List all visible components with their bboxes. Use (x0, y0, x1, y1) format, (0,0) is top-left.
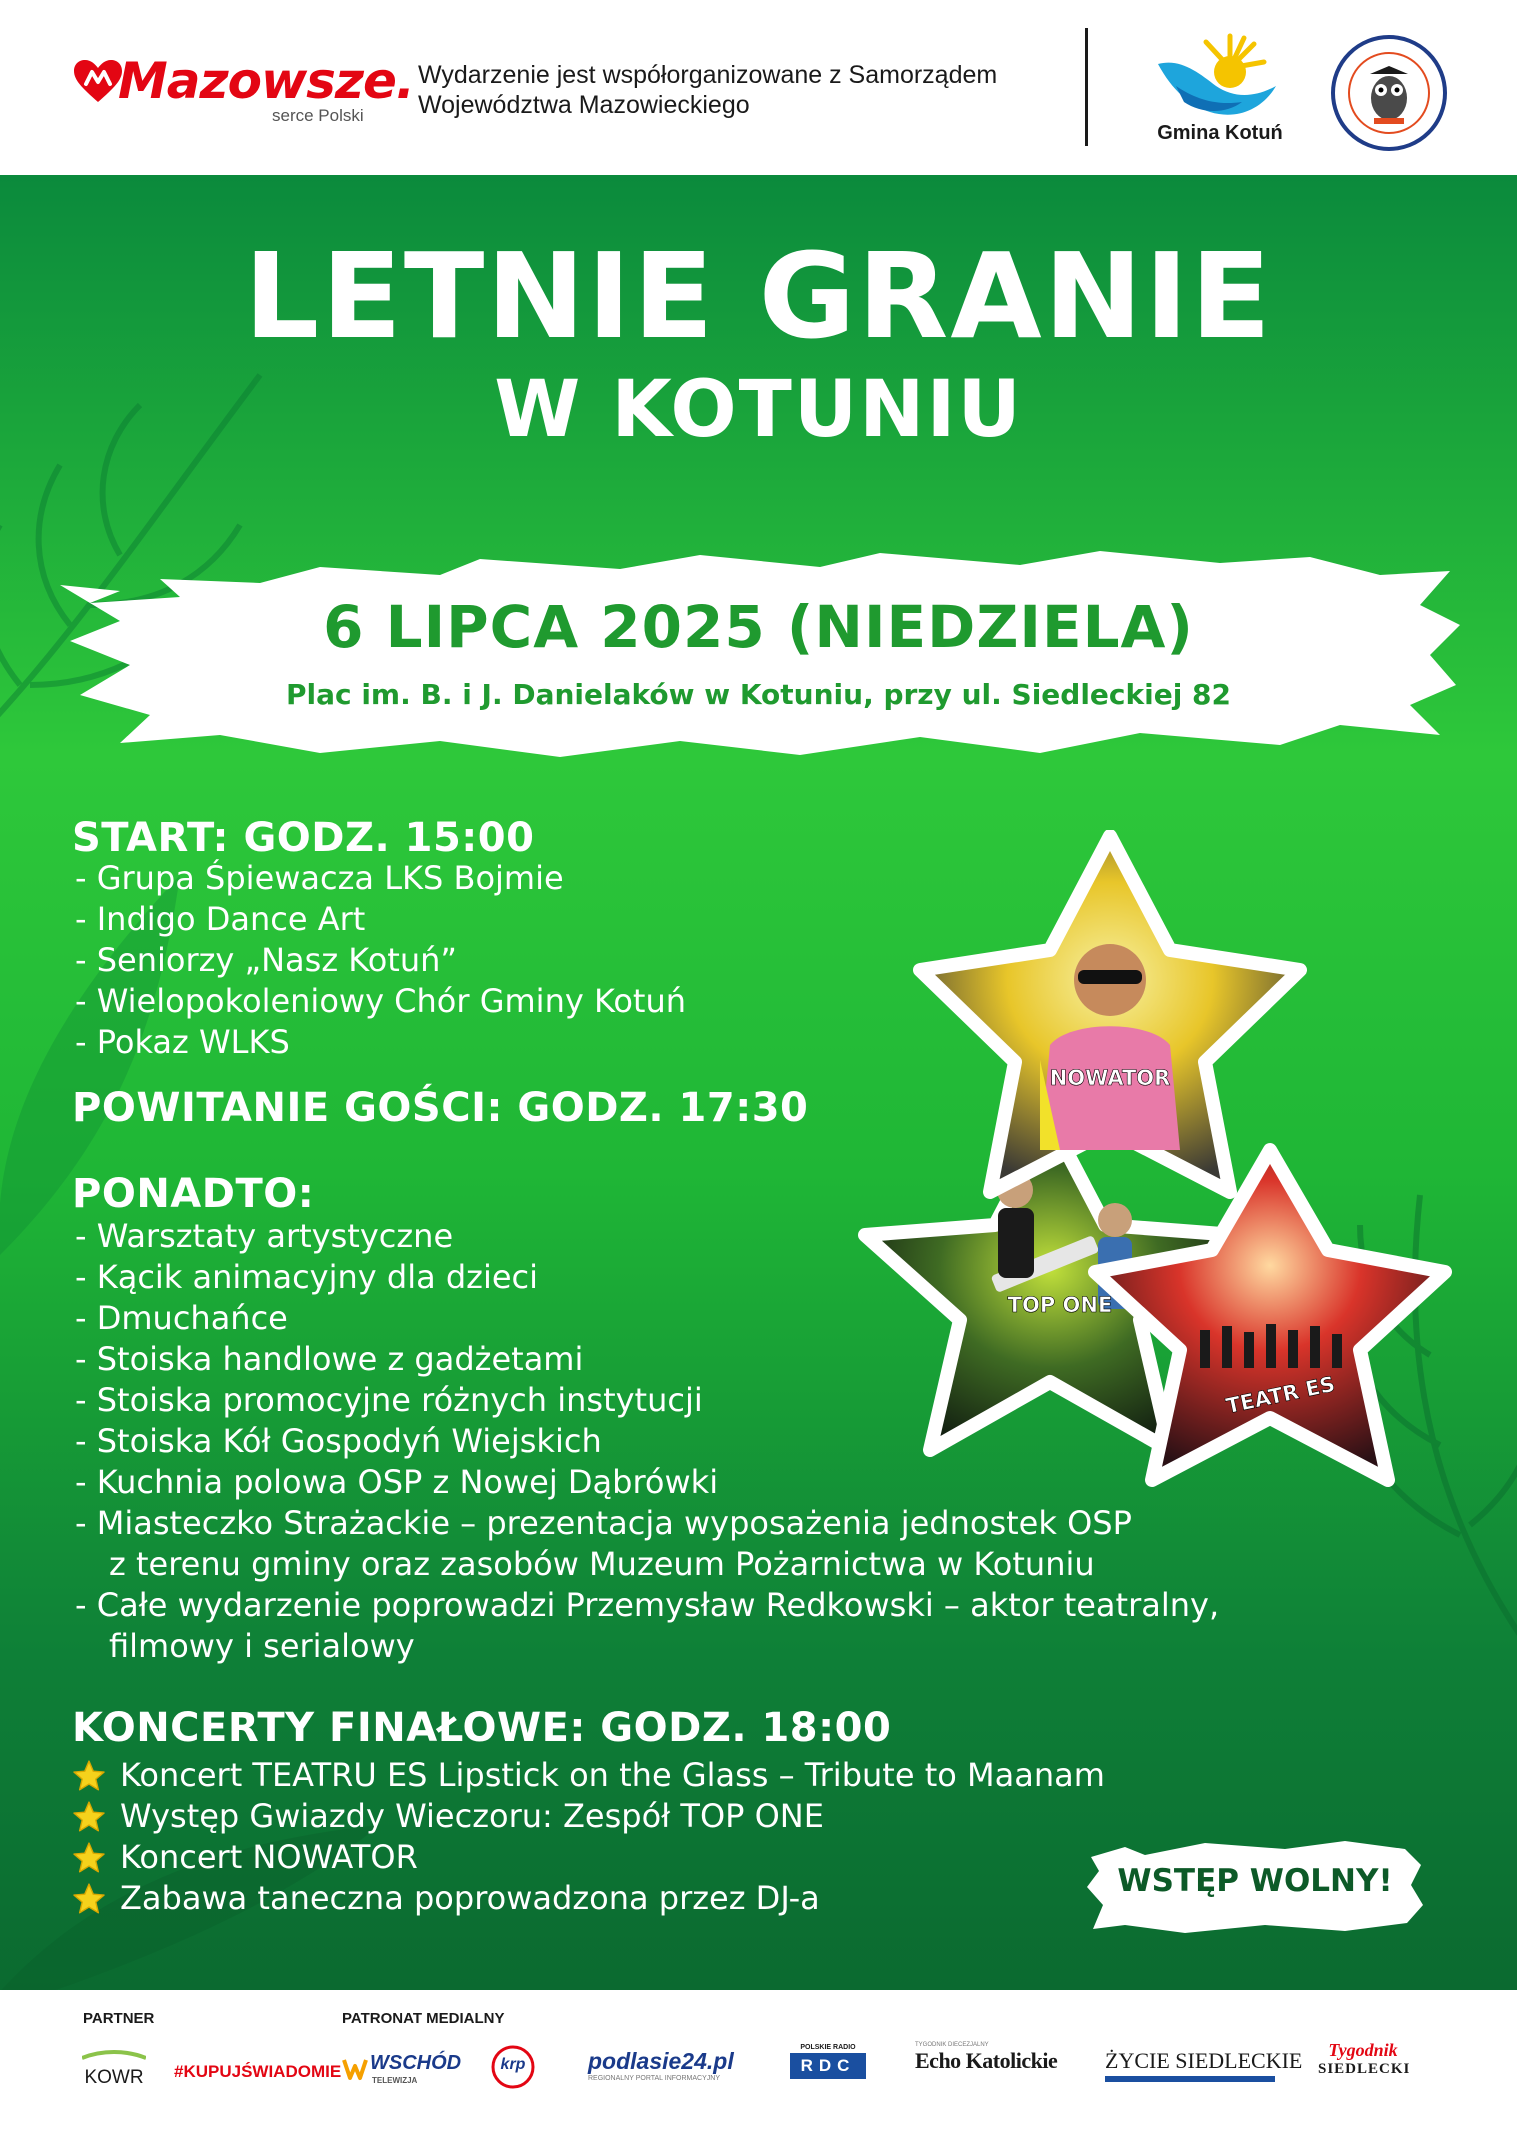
list-item: - Kuchnia polowa OSP z Nowej Dąbrówki (75, 1463, 719, 1501)
start-list (75, 858, 686, 1063)
list-item-label: Zabawa taneczna poprowadzona przez DJ-a (120, 1879, 820, 1917)
list-item (72, 1878, 1105, 1919)
list-item: - Indigo Dance Art (75, 900, 366, 938)
list-item: - Dmuchańce (75, 1299, 288, 1337)
owl-seal-icon (1330, 34, 1448, 152)
event-date: 6 LIPCA 2025 (NIEDZIELA) (323, 593, 1194, 661)
list-item: - Pokaz WLKS (75, 1023, 290, 1061)
list-item: - Miasteczko Strażackie – prezentacja wyposażenia jednostek OSP (75, 1504, 1132, 1542)
gmina-logo-name: Gmina Kotuń (1157, 122, 1283, 144)
footer: PARTNER PATRONAT MEDIALNY KOWR #KUPUJŚWIADOMIE WSCHÓD TELEWIZJA krp podlasie24.pl REGIONALNY PORTAL INFORMACYJNY POLSKIE RADIO RDC TYGODNIK DIECEZJALNY Echo Katolickie ŻYCIE SIEDLECKIE Tygodnik SIEDLECKI (0, 1990, 1517, 2137)
star-icon (72, 1882, 106, 1916)
list-item-label: Koncert NOWATOR (120, 1838, 418, 1876)
start-heading: START: GODZ. 15:00 (72, 815, 535, 861)
library-seal-logo (1330, 34, 1448, 152)
list-item: - Całe wydarzenie poprowadzi Przemysław Redkowski – aktor teatralny, (75, 1586, 1220, 1624)
star-icon (72, 1841, 106, 1875)
list-item-label: Występ Gwiazdy Wieczoru: Zespół TOP ONE (120, 1797, 824, 1835)
rdc-logo: POLSKIE RADIO RDC (790, 2044, 866, 2079)
list-item (72, 1755, 1105, 1796)
list-item: - Warsztaty artystyczne (75, 1217, 454, 1255)
title-line2: W KOTUNIU (494, 365, 1023, 455)
gmina-emblem-icon (1150, 28, 1290, 123)
finals-list (72, 1755, 1105, 1919)
list-item-continuation: z terenu gminy oraz zasobów Muzeum Pożarnictwa w Kotuniu (109, 1545, 1095, 1583)
list-item: - Wielopokoleniowy Chór Gminy Kotuń (75, 982, 687, 1020)
free-entry-text: WSTĘP WOLNY! (1117, 1863, 1393, 1899)
zycie-bar (1105, 2076, 1275, 2082)
media-heading: PATRONAT MEDIALNY (342, 2010, 505, 2027)
partner-heading: PARTNER (83, 2010, 155, 2027)
list-item: - Stoiska handlowe z gadżetami (75, 1340, 584, 1378)
star-label: NOWATOR (1049, 1066, 1171, 1090)
podlasie24-logo: podlasie24.pl REGIONALNY PORTAL INFORMACYJNY (588, 2048, 734, 2082)
title-line1: LETNIE GRANIE (244, 227, 1273, 365)
header-divider (1085, 28, 1088, 146)
list-item: - Seniorzy „Nasz Kotuń” (75, 941, 457, 979)
star-icon (72, 1759, 106, 1793)
header (0, 0, 1517, 175)
list-item (72, 1796, 1105, 1837)
zycie-siedleckie-logo: ŻYCIE SIEDLECKIE (1105, 2048, 1275, 2082)
kowr-stripes-icon (82, 2048, 146, 2062)
list-item: - Grupa Śpiewacza LKS Bojmie (75, 859, 564, 897)
star-label: TOP ONE (1007, 1293, 1113, 1317)
star-label: TEATR ES (1223, 1371, 1338, 1419)
star-icon (72, 1800, 106, 1834)
mazowsze-wordmark: Mazowsze. (118, 52, 414, 110)
list-item: - Stoiska promocyjne różnych instytucji (75, 1381, 703, 1419)
krp-logo: krp (490, 2044, 536, 2090)
heart-icon (72, 58, 124, 104)
extras-heading: PONADTO: (72, 1171, 315, 1217)
list-item (72, 1837, 1105, 1878)
event-place: Plac im. B. i J. Danielaków w Kotuniu, przy ul. Siedleckiej 82 (285, 678, 1232, 711)
mazowsze-tagline: serce Polski (272, 106, 364, 125)
kupuj-swiadomie-logo: #KUPUJŚWIADOMIE (174, 2062, 342, 2081)
echo-katolickie-logo: TYGODNIK DIECEZJALNY Echo Katolickie (915, 2042, 1058, 2073)
coorganized-text: Wydarzenie jest współorganizowane z Samorządem Województwa Mazowieckiego (418, 61, 998, 119)
mazowsze-logo (72, 52, 414, 132)
list-item-label: Koncert TEATRU ES Lipstick on the Glass – Tribute to Maanam (120, 1756, 1105, 1794)
list-item: - Stoiska Kół Gospodyń Wiejskich (75, 1422, 602, 1460)
main-poster (0, 175, 1517, 1990)
wschod-emblem-icon (342, 2056, 368, 2082)
artist-photo-stars (840, 830, 1460, 1510)
tygodnik-siedlecki-logo: Tygodnik SIEDLECKI (1318, 2040, 1411, 2077)
nowator-star (920, 836, 1300, 1192)
finals-heading: KONCERTY FINAŁOWE: GODZ. 18:00 (72, 1705, 892, 1751)
list-item-continuation: filmowy i serialowy (109, 1627, 415, 1665)
kowr-logo: KOWR (82, 2048, 146, 2090)
list-item: - Kącik animacyjny dla dzieci (75, 1258, 539, 1296)
gmina-kotun-logo (1150, 28, 1290, 153)
welcome-heading: POWITANIE GOŚCI: GODZ. 17:30 (72, 1085, 809, 1131)
